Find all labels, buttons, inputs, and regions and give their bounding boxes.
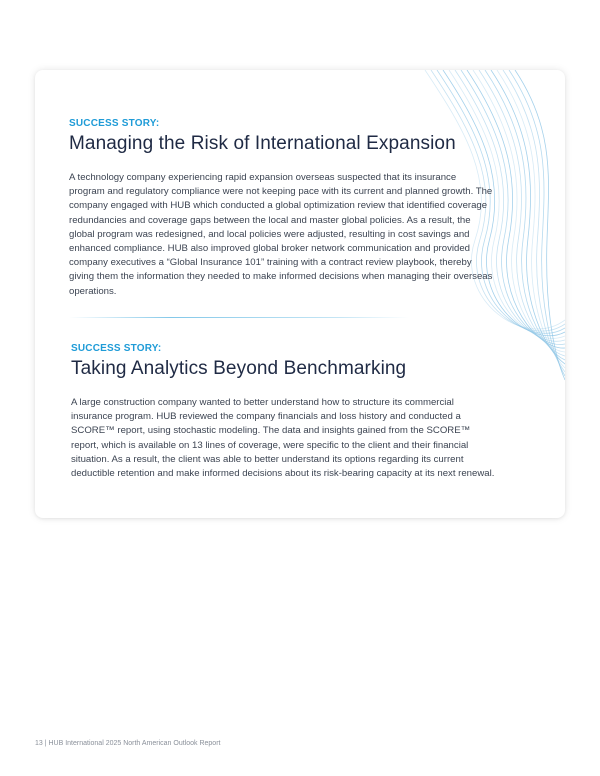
page-footer: 13 | HUB International 2025 North American Outlook Report [35,740,221,747]
story-title: Taking Analytics Beyond Benchmarking [71,358,407,379]
success-story-analytics [71,343,525,481]
story-kicker: SUCCESS STORY: [71,343,162,354]
story-body: A technology company experiencing rapid expansion overseas suspected that its insurance program and regulatory compliance were not keeping pace with its current and planned growth. The company engaged with HUB which conducted a global optimization review that identified coverage redundancies and coverage gaps between the local and master global policies. As a result, the global program was redesigned, and local policies were adjusted, resulting in cost savings and enhanced compliance. HUB also improved global broker network communication and provided company executives a “Global Insurance 101” training with a contract review playbook, thereby giving them the information they needed to make informed decisions when managing their overseas operations. [69,172,493,297]
story-body: A large construction company wanted to better understand how to structure its commercial insurance program. HUB reviewed the company financials and loss history and conducted a SCORE™ report, using stochastic modeling. The data and insights gained from the SCORE™ report, which is available on 13 lines of coverage, were specific to the client and their financial situation. As a result, the client was able to better understand its options regarding its current deductible retention and make informed decisions about its risk-bearing capacity at its next renewal. [71,397,495,480]
success-stories-card [35,70,565,518]
story-kicker: SUCCESS STORY: [69,118,160,129]
story-title: Managing the Risk of International Expansion [69,133,456,154]
section-divider [69,317,409,318]
success-story-international-expansion [69,118,525,299]
